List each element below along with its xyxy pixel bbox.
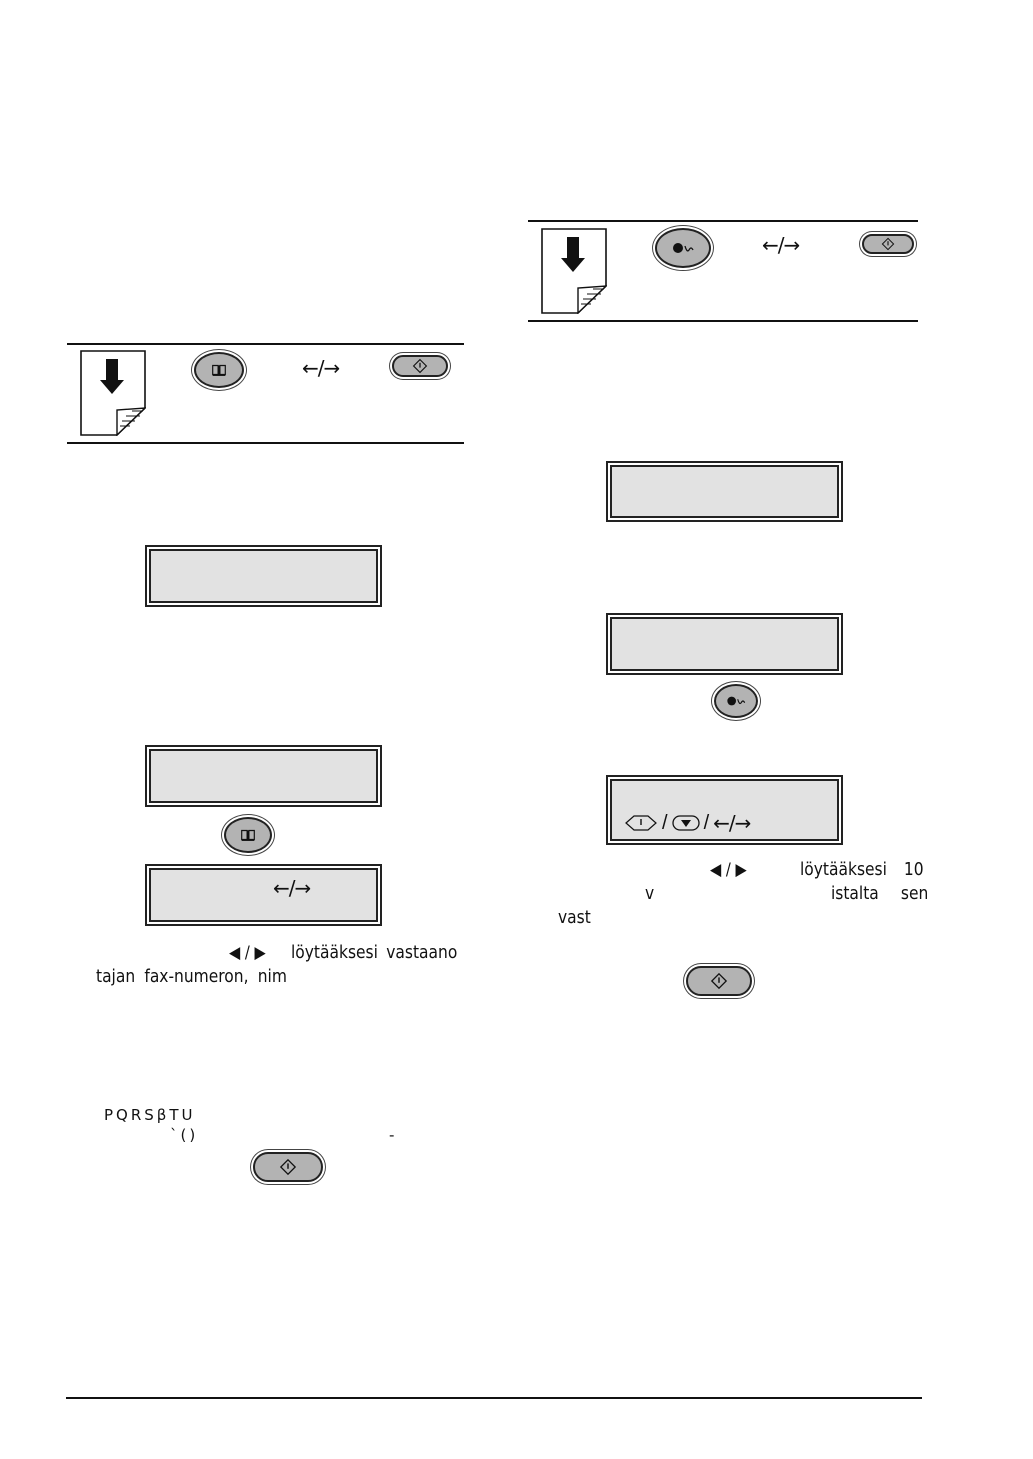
character-sequence-2: `()	[170, 1126, 199, 1144]
start-icon	[394, 357, 446, 375]
top-rule-right-bottom	[528, 320, 918, 322]
instruction-line-1: löytääksesi 10	[800, 859, 924, 880]
instruction-line-3: vast	[558, 907, 591, 928]
phonebook-icon	[196, 354, 242, 386]
instruction-line-1: löytääksesi vastaano	[291, 942, 458, 963]
top-rule-left-top	[67, 343, 464, 345]
left-right-arrows: ←/→	[273, 876, 311, 900]
start-diamond-icon	[624, 814, 658, 832]
character-dash: -	[389, 1126, 398, 1144]
lcd-display	[606, 775, 843, 845]
phonebook-key[interactable]	[224, 817, 272, 853]
record-icon	[716, 686, 756, 716]
instruction-line-2: tajan fax-numeron, nim	[96, 966, 287, 987]
footer-rule	[66, 1397, 922, 1399]
lcd-display	[606, 613, 843, 675]
instruction-line-2-a: v	[645, 883, 655, 904]
start-key[interactable]	[862, 234, 914, 254]
down-key-icon	[672, 814, 700, 832]
record-key[interactable]	[655, 228, 711, 268]
top-rule-right-top	[528, 220, 918, 222]
left-right-arrows: ←/→	[302, 356, 340, 380]
document-down-arrow-icon	[80, 350, 146, 436]
slash: /	[703, 811, 710, 834]
instruction-line-2-b: istalta sen	[831, 883, 929, 904]
start-icon	[255, 1154, 321, 1180]
instruction-line-1-arrows: ◀ / ▶	[229, 943, 266, 963]
start-key[interactable]	[686, 966, 752, 996]
lcd-display	[145, 745, 382, 807]
lcd-nav-icons	[624, 811, 750, 835]
left-right-arrows: ←/→	[713, 811, 751, 835]
lcd-display	[606, 461, 843, 522]
start-key[interactable]	[392, 355, 448, 377]
instruction-line-1-arrows: ◀ / ▶	[710, 860, 747, 880]
record-key[interactable]	[714, 684, 758, 718]
lcd-display	[145, 545, 382, 607]
start-icon	[688, 968, 750, 994]
document-down-arrow-icon	[541, 228, 607, 314]
start-key[interactable]	[253, 1152, 323, 1182]
start-icon	[864, 236, 912, 252]
left-right-arrows: ←/→	[762, 233, 800, 257]
phonebook-key[interactable]	[194, 352, 244, 388]
top-rule-left-bottom	[67, 442, 464, 444]
lcd-display	[145, 864, 382, 926]
record-icon	[657, 230, 709, 266]
phonebook-icon	[226, 819, 270, 851]
character-sequence-1: PQRSβTU	[104, 1106, 196, 1124]
slash: /	[662, 811, 668, 834]
